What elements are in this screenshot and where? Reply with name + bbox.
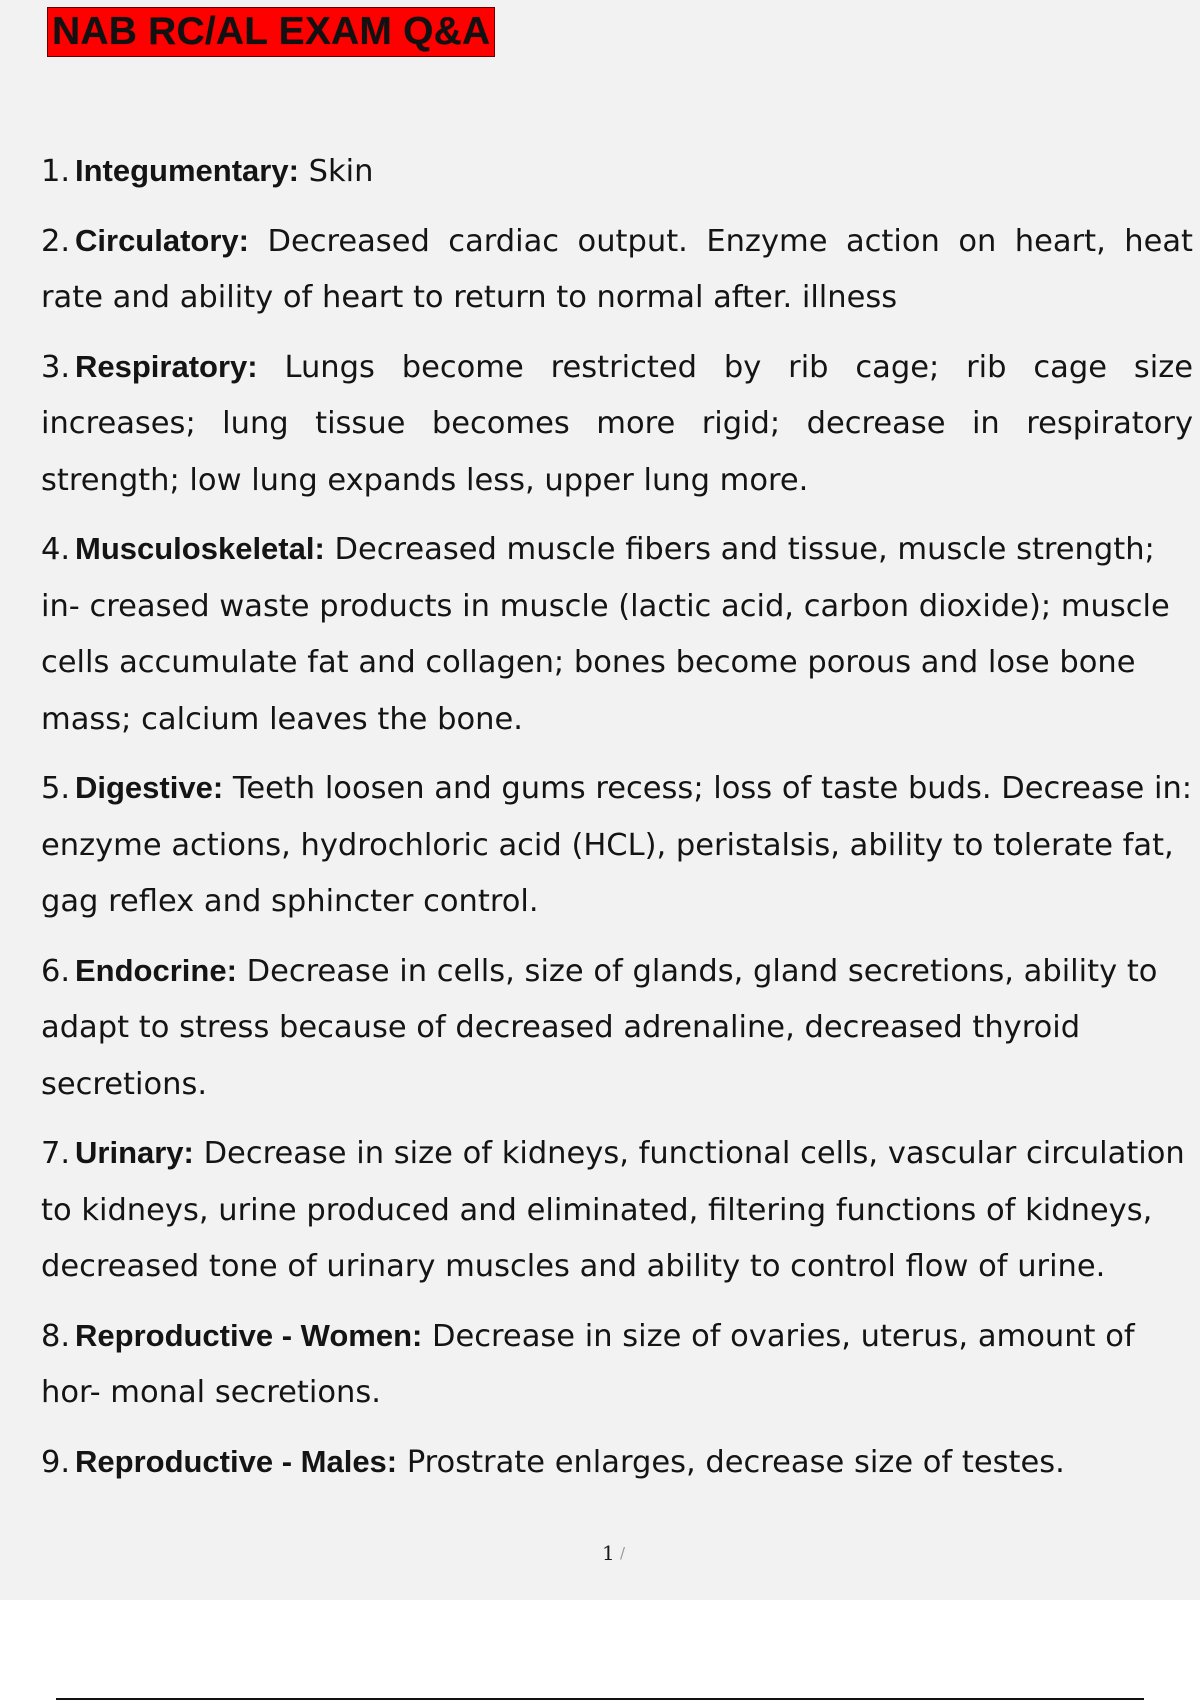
- item-text: Decrease in size of kidneys, functional cells, vascular circulation to kidneys, urine produced and eliminated, filtering functions of kidneys, decreased tone of urinary muscles and ability to control flow of urine.: [41, 1136, 1185, 1284]
- item-text: Decrease in cells, size of glands, gland secretions, ability to adapt to stress because of decreased adrenaline, decreased thyroid secretions.: [41, 953, 1158, 1102]
- item-term: Circulatory:: [75, 222, 249, 258]
- item-number: 4.: [41, 532, 71, 567]
- item-number: 5.: [41, 771, 71, 806]
- body-system-list: [41, 143, 1193, 1503]
- item-text: Teeth loosen and gums recess; loss of taste buds. Decrease in: enzyme actions, hydrochloric acid (HCL), peristalsis, ability to tolerate fat, gag reflex and sphincter control.: [41, 771, 1193, 919]
- list-item: [41, 143, 1193, 201]
- list-item: [41, 339, 1193, 510]
- item-term: Musculoskeletal:: [75, 531, 325, 566]
- item-term: Respiratory:: [75, 348, 258, 384]
- item-text: Decreased muscle fibers and tissue, muscle strength; in- creased waste products in muscle (lactic acid, carbon dioxide); muscle cells accumulate fat and collagen; bones become porous and lose bone mass; calcium leaves the bone.: [41, 532, 1170, 737]
- item-number: 7.: [41, 1136, 71, 1171]
- item-term: Digestive:: [75, 770, 224, 805]
- item-term: Endocrine:: [75, 952, 237, 988]
- item-number: 2.: [41, 223, 71, 259]
- page-number: 1: [602, 1541, 615, 1565]
- item-text: Prostrate enlarges, decrease size of testes.: [397, 1444, 1065, 1480]
- item-text: Decrease in size of ovaries, uterus, amount of hor- monal secretions.: [41, 1318, 1135, 1410]
- item-number: 1.: [41, 154, 71, 189]
- item-term: Urinary:: [75, 1135, 194, 1170]
- item-number: 9.: [41, 1444, 71, 1480]
- list-item: [41, 1434, 1193, 1492]
- item-term: Integumentary:: [75, 153, 299, 188]
- item-number: 8.: [41, 1318, 71, 1354]
- item-term: Reproductive - Males:: [75, 1443, 398, 1479]
- list-item: [41, 213, 1193, 327]
- list-item: [41, 943, 1193, 1114]
- list-item: [41, 760, 1193, 931]
- page-number-suffix: /: [620, 1544, 626, 1562]
- item-number: 6.: [41, 953, 71, 989]
- item-text: Lungs become restricted by rib cage; rib cage size increases; lung tissue becomes more rigid; decrease in respiratory strength; low lung expands less, upper lung more.: [41, 349, 1193, 498]
- item-text: Decreased cardiac output. Enzyme action on heart, heat rate and ability of heart to return to normal after. illness: [41, 223, 1193, 315]
- item-number: 3.: [41, 349, 71, 385]
- item-text: Skin: [298, 154, 374, 189]
- title-block: [48, 8, 494, 56]
- item-term: Reproductive - Women:: [75, 1317, 423, 1353]
- document-title: NAB RC/AL EXAM Q&A: [48, 8, 494, 56]
- list-item: [41, 521, 1193, 748]
- list-item: [41, 1125, 1193, 1296]
- list-item: [41, 1308, 1193, 1422]
